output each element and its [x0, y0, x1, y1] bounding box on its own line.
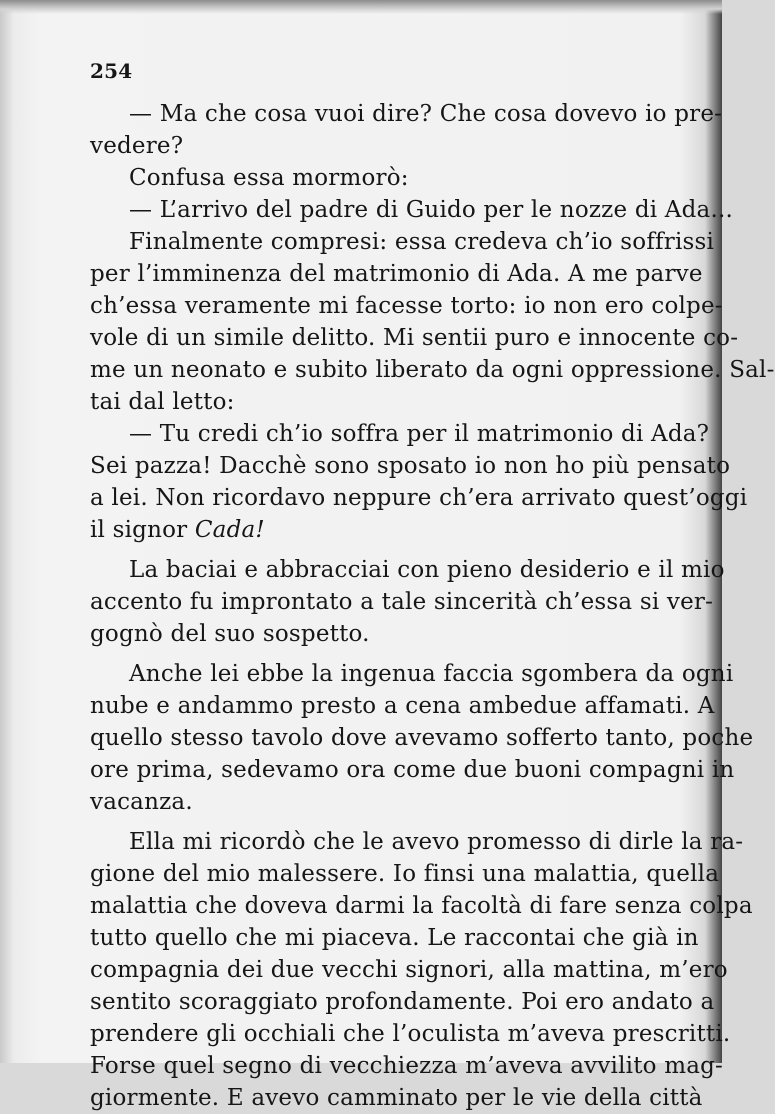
text-line: sentito scoraggiato profondamente. Poi ero andato a [90, 989, 715, 1015]
page-edge-shadow [0, 0, 722, 14]
text-line: me un neonato e subito liberato da ogni oppressione. Sal- [90, 357, 775, 383]
text-line: gognò del suo sospetto. [90, 621, 370, 647]
paragraph [90, 658, 754, 818]
text-line: gione del mio malessere. Io finsi una malattia, quella [90, 861, 720, 887]
paragraph [90, 826, 753, 1114]
text-line: per l’imminenza del matrimonio di Ada. A me parve [90, 261, 703, 287]
italic-name: Cada! [194, 517, 265, 543]
text-line: Sei pazza! Dacchè sono sposato io non ho più pensato [90, 453, 731, 479]
page-number: 254 [90, 59, 133, 83]
text-line: Ella mi ricordò che le avevo promesso di dirle la ra- [129, 829, 744, 855]
text-line: La baciai e abbracciai con pieno desiderio e il mio [129, 557, 725, 583]
paragraph [90, 98, 723, 162]
text-line: tutto quello che mi piaceva. Le raccontai che già in [90, 925, 699, 951]
text-line: ch’essa veramente mi facesse torto: io non ero colpe- [90, 293, 723, 319]
text-line: compagnia dei due vecchi signori, alla mattina, m’ero [90, 957, 728, 983]
text-line: vacanza. [90, 789, 193, 815]
text-line: quello stesso tavolo dove avevamo sofferto tanto, poche [90, 725, 754, 751]
text-line [90, 514, 686, 546]
page-text [90, 56, 775, 1114]
text-line: — Tu credi ch’io soffra per il matrimonio di Ada? [129, 421, 710, 447]
paragraph [90, 226, 775, 418]
paragraph [90, 554, 725, 650]
text-line: tai dal letto: [90, 389, 235, 415]
text-line: Finalmente compresi: essa credeva ch’io soffrissi [129, 229, 715, 255]
text-line: accento fu improntato a tale sincerità ch’essa si ver- [90, 589, 714, 615]
text-line: giormente. E avevo camminato per le vie della città [90, 1085, 703, 1111]
text-line: prendere gli occhiali che l’oculista m’aveva prescritti. [90, 1021, 731, 1047]
text-line: nube e andammo presto a cena ambedue affamati. A [90, 693, 715, 719]
text-line: malattia che doveva darmi la facoltà di fare senza colpa [90, 893, 753, 919]
text-line: vole di un simile delitto. Mi sentii puro e innocente co- [90, 325, 739, 351]
text-line: Anche lei ebbe la ingenua faccia sgombera da ogni [129, 661, 734, 687]
text-line: Forse quel segno di vecchiezza m’aveva avvilito mag- [90, 1053, 724, 1079]
paragraph [90, 162, 686, 194]
paragraph [90, 194, 733, 226]
paragraph [90, 418, 748, 546]
text-line: vedere? [90, 133, 184, 159]
text-line: a lei. Non ricordavo neppure ch’era arrivato quest’oggi [90, 485, 748, 511]
text-fragment: il signor [90, 517, 195, 543]
text-line: — L’arrivo del padre di Guido per le nozze di Ada... [129, 197, 733, 223]
text-line: — Ma che cosa vuoi dire? Che cosa dovevo io pre- [129, 101, 723, 127]
text-line: Confusa essa mormorò: [129, 165, 409, 191]
text-line: ore prima, sedevamo ora come due buoni compagni in [90, 757, 735, 783]
